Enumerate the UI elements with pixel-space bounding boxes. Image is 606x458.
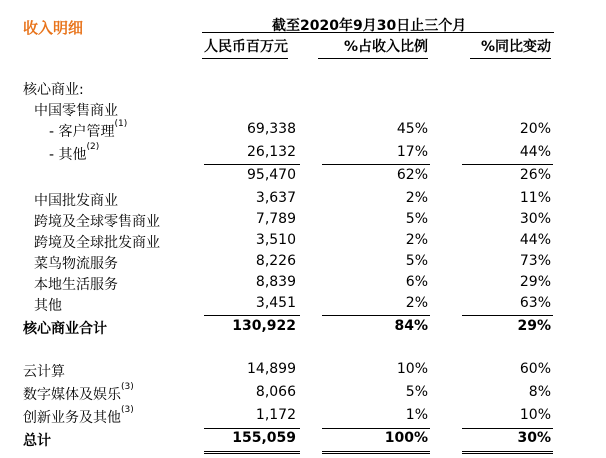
cell-amount: 8,066: [255, 384, 296, 400]
footnote-marker: (3): [121, 405, 134, 415]
column-header-yoy: %同比变动: [470, 36, 551, 59]
row-label: 跨境及全球批发商业: [34, 235, 160, 251]
footnote-marker: (2): [86, 142, 100, 152]
table-row-total: [0, 430, 606, 452]
cell-yoy: 26%: [519, 167, 551, 183]
table-row: [0, 295, 606, 317]
cell-yoy: 30%: [519, 211, 551, 227]
cell-share: 17%: [396, 144, 428, 160]
cell-yoy: 10%: [519, 407, 551, 423]
cell-amount: 3,637: [255, 190, 296, 206]
row-label: 本地生活服务: [34, 277, 118, 293]
row-label: - 其他: [49, 147, 87, 163]
table-row: [0, 144, 606, 166]
total-rule: [204, 428, 300, 429]
cell-share: 2%: [405, 295, 428, 311]
cell-yoy: 60%: [519, 361, 551, 377]
subtotal-rule: [322, 315, 430, 316]
subtotal-rule: [462, 315, 553, 316]
column-header-share: %占收入比例: [318, 36, 428, 59]
cell-amount: 69,338: [247, 121, 296, 137]
cell-amount: 95,470: [247, 167, 296, 183]
cell-share: 5%: [405, 253, 428, 269]
table-row: [0, 407, 606, 429]
cell-share: 5%: [405, 384, 428, 400]
cell-yoy: 44%: [519, 144, 551, 160]
column-header-amount: 人民币百万元: [202, 36, 288, 59]
table-row: [0, 232, 606, 254]
subtotal-rule: [462, 164, 553, 165]
table-row: [0, 274, 606, 296]
period-rule: [202, 32, 554, 33]
row-label: 其他: [34, 298, 62, 314]
cell-yoy: 44%: [519, 232, 551, 248]
row-label: 跨境及全球零售商业: [34, 214, 160, 230]
cell-yoy: 11%: [519, 190, 551, 206]
cell-yoy: 20%: [519, 121, 551, 137]
cell-share: 2%: [405, 190, 428, 206]
row-label: - 客户管理: [49, 124, 115, 140]
table-row: [0, 167, 606, 189]
cell-share: 45%: [396, 121, 428, 137]
cell-amount: 8,226: [255, 253, 296, 269]
cell-yoy: 29%: [519, 274, 551, 290]
grand-total-double-rule: [322, 451, 430, 454]
cell-yoy: 8%: [528, 384, 551, 400]
table-row: [0, 253, 606, 275]
cell-amount: 14,899: [247, 361, 296, 377]
cell-amount: 26,132: [247, 144, 296, 160]
table-row: [0, 384, 606, 406]
table-row: [0, 121, 606, 143]
row-label: 总计: [23, 433, 51, 449]
row-label: 数字媒体及娱乐: [23, 387, 121, 403]
row-label: 核心商业:: [23, 82, 84, 98]
table-row-total: [0, 318, 606, 340]
subtotal-rule: [204, 164, 300, 165]
footnote-marker: (3): [121, 382, 134, 392]
cell-share: 2%: [405, 232, 428, 248]
cell-yoy: 29%: [517, 318, 551, 334]
cell-share: 5%: [405, 211, 428, 227]
table-row: [0, 79, 606, 101]
cell-share: 6%: [405, 274, 428, 290]
footnote-marker: (1): [114, 119, 128, 129]
cell-share: 84%: [394, 318, 428, 334]
cell-amount: 155,059: [232, 430, 296, 446]
table-row: [0, 211, 606, 233]
cell-share: 62%: [396, 167, 428, 183]
row-label: 云计算: [23, 364, 65, 380]
section-title: 收入明细: [23, 19, 84, 37]
period-heading: 截至2020年9月30日止三个月: [272, 18, 467, 34]
grand-total-double-rule: [462, 451, 553, 454]
cell-yoy: 30%: [517, 430, 551, 446]
table-row: [0, 361, 606, 383]
cell-amount: 7,789: [255, 211, 296, 227]
row-label: 菜鸟物流服务: [34, 256, 118, 272]
subtotal-rule: [322, 164, 430, 165]
cell-yoy: 73%: [519, 253, 551, 269]
total-rule: [322, 428, 430, 429]
grand-total-double-rule: [204, 451, 300, 454]
row-label: 创新业务及其他: [23, 410, 121, 426]
subtotal-rule: [204, 315, 300, 316]
row-label: 核心商业合计: [23, 321, 107, 337]
table-row: [0, 100, 606, 122]
cell-amount: 8,839: [255, 274, 296, 290]
cell-amount: 130,922: [232, 318, 296, 334]
row-label: 中国零售商业: [34, 103, 118, 119]
cell-amount: 3,451: [255, 295, 296, 311]
cell-amount: 3,510: [255, 232, 296, 248]
cell-share: 100%: [384, 430, 428, 446]
cell-amount: 1,172: [255, 407, 296, 423]
cell-yoy: 63%: [519, 295, 551, 311]
table-row: [0, 190, 606, 212]
row-label: 中国批发商业: [34, 193, 118, 209]
cell-share: 10%: [396, 361, 428, 377]
total-rule: [462, 428, 553, 429]
cell-share: 1%: [405, 407, 428, 423]
